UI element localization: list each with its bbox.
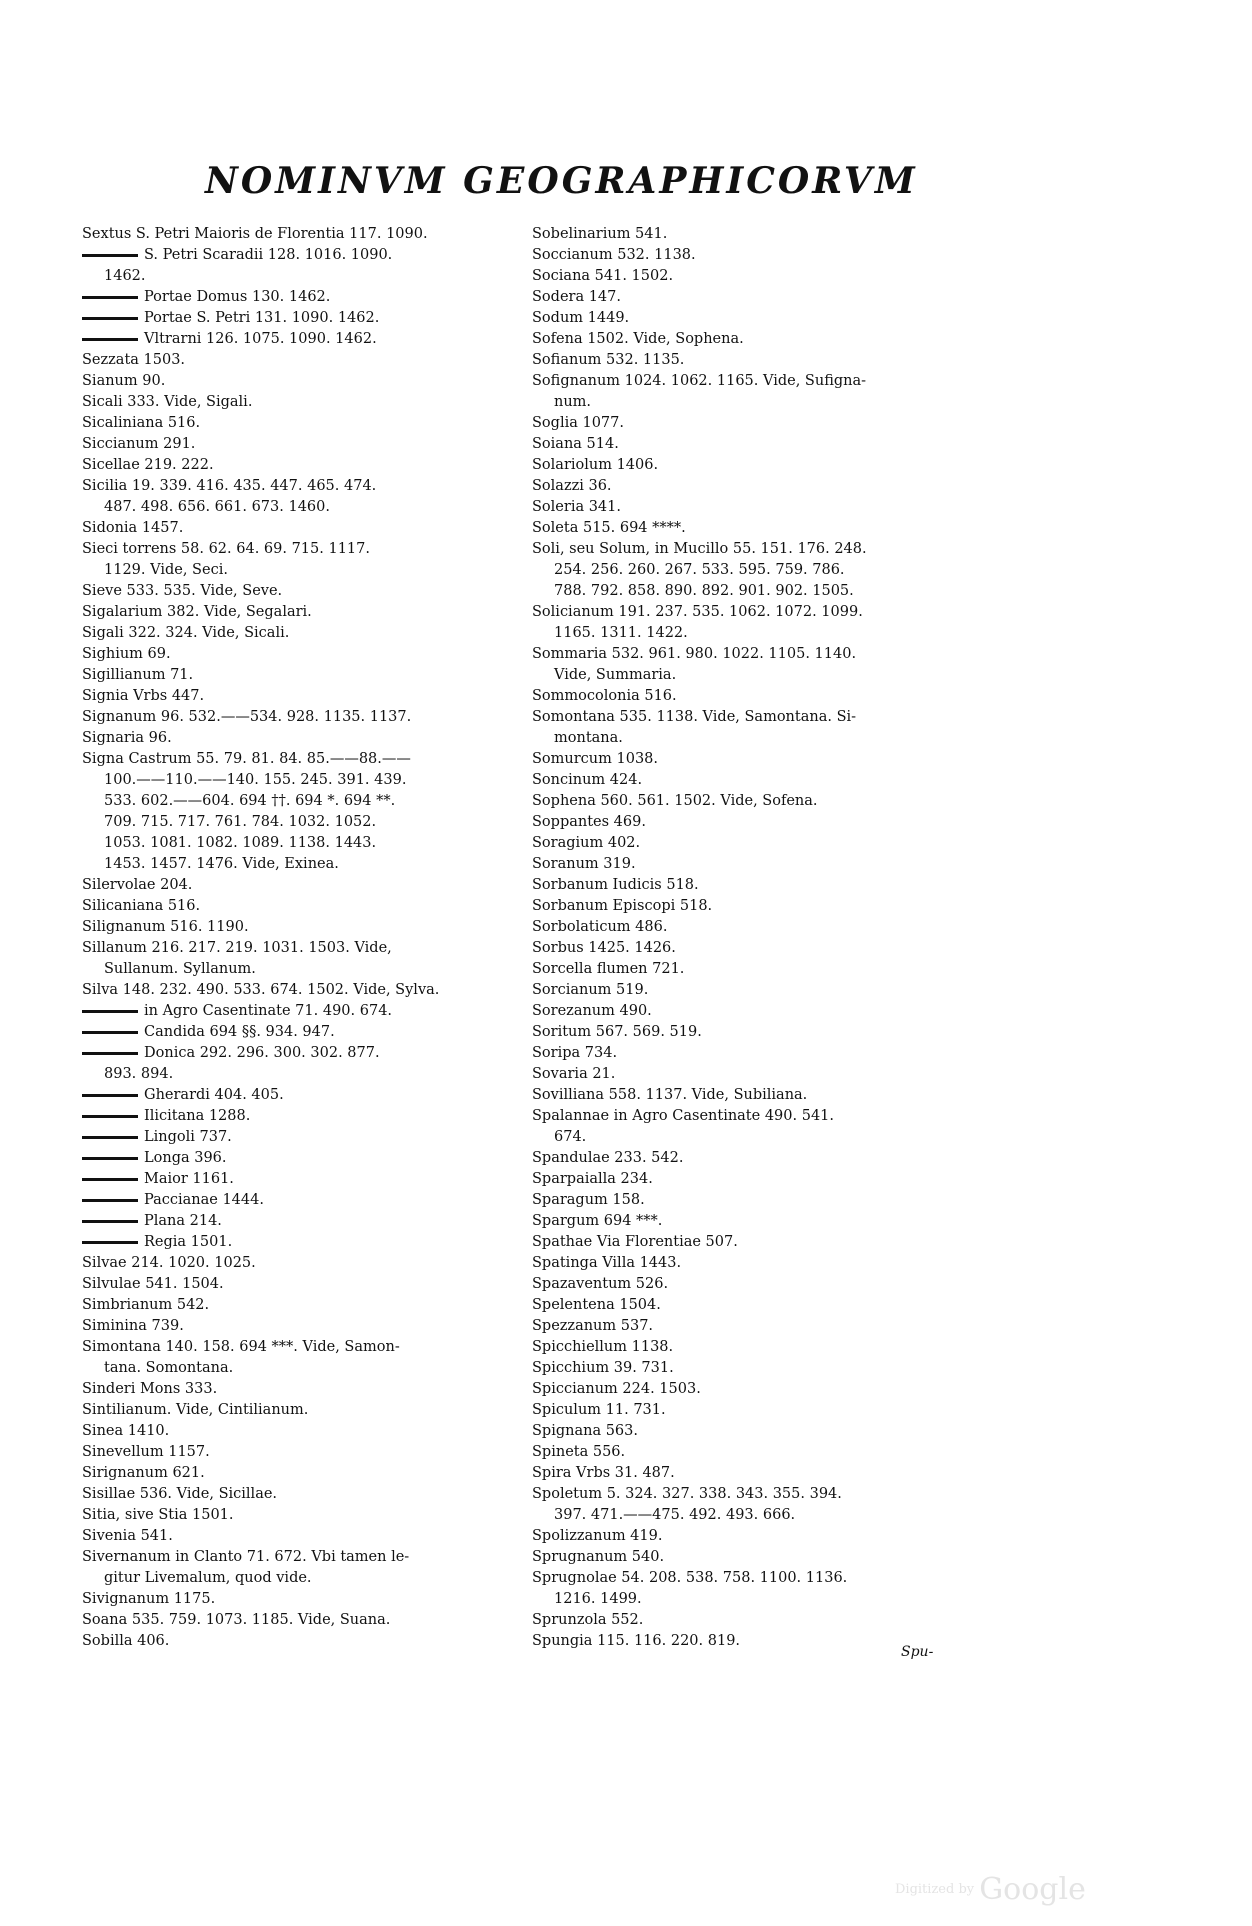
index-entry bbox=[82, 287, 537, 308]
entry-text: Spignana 563. bbox=[532, 1423, 638, 1439]
ditto-dash bbox=[82, 296, 138, 299]
entry-text: Sidonia 1457. bbox=[82, 520, 184, 536]
index-entry bbox=[532, 1568, 972, 1589]
entry-text: Sommocolonia 516. bbox=[532, 688, 677, 704]
ditto-dash bbox=[82, 1010, 138, 1013]
entry-text: Silvae 214. 1020. 1025. bbox=[82, 1255, 256, 1271]
entry-text: gitur Livemalum, quod vide. bbox=[104, 1570, 312, 1586]
index-entry bbox=[82, 371, 537, 392]
entry-text: 674. bbox=[554, 1129, 587, 1145]
index-entry bbox=[82, 791, 537, 812]
index-entry bbox=[532, 1190, 972, 1211]
entry-text: Ilicitana 1288. bbox=[144, 1108, 251, 1124]
index-entry bbox=[82, 602, 537, 623]
index-entry bbox=[82, 728, 537, 749]
entry-text: Somurcum 1038. bbox=[532, 751, 659, 767]
index-entry bbox=[532, 896, 972, 917]
entry-text: Vltrarni 126. 1075. 1090. 1462. bbox=[144, 331, 377, 347]
entry-text: Sigalarium 382. Vide, Segalari. bbox=[82, 604, 312, 620]
index-entry bbox=[82, 644, 537, 665]
entry-text: Silervolae 204. bbox=[82, 877, 193, 893]
index-entry bbox=[82, 1505, 537, 1526]
entry-text: 254. 256. 260. 267. 533. 595. 759. 786. bbox=[554, 562, 845, 578]
index-entry bbox=[82, 833, 537, 854]
entry-text: Sparpaialla 234. bbox=[532, 1171, 653, 1187]
index-entry bbox=[82, 539, 537, 560]
entry-text: Sezzata 1503. bbox=[82, 352, 186, 368]
entry-text: Spiccianum 224. 1503. bbox=[532, 1381, 701, 1397]
index-entry bbox=[532, 1274, 972, 1295]
entry-text: Sovaria 21. bbox=[532, 1066, 616, 1082]
entry-text: num. bbox=[554, 394, 592, 410]
index-entry bbox=[532, 623, 972, 644]
index-entry bbox=[532, 1085, 972, 1106]
entry-text: S. Petri Scaradii 128. 1016. 1090. bbox=[144, 247, 393, 263]
entry-text: 893. 894. bbox=[104, 1066, 174, 1082]
entry-text: Sisillae 536. Vide, Sicillae. bbox=[82, 1486, 278, 1502]
entry-text: Siccianum 291. bbox=[82, 436, 196, 452]
entry-text: Sullanum. Syllanum. bbox=[104, 961, 256, 977]
ditto-dash bbox=[82, 1178, 138, 1181]
index-entry bbox=[532, 917, 972, 938]
index-entry bbox=[82, 1169, 537, 1190]
index-entry bbox=[82, 1148, 537, 1169]
index-entry bbox=[82, 1484, 537, 1505]
index-entry bbox=[532, 224, 972, 245]
index-entry bbox=[532, 665, 972, 686]
entry-text: Soleria 341. bbox=[532, 499, 621, 515]
entry-text: Sorcella flumen 721. bbox=[532, 961, 685, 977]
index-entry bbox=[82, 245, 537, 266]
entry-text: Sivernanum in Clanto 71. 672. Vbi tamen le- bbox=[82, 1549, 410, 1565]
entry-text: Plana 214. bbox=[144, 1213, 222, 1229]
index-entry bbox=[82, 1442, 537, 1463]
index-entry bbox=[532, 266, 972, 287]
index-entry bbox=[532, 686, 972, 707]
entry-text: Sinderi Mons 333. bbox=[82, 1381, 218, 1397]
index-entry bbox=[82, 1190, 537, 1211]
entry-text: Solazzi 36. bbox=[532, 478, 612, 494]
index-entry bbox=[532, 539, 972, 560]
index-entry bbox=[82, 560, 537, 581]
index-entry bbox=[82, 665, 537, 686]
entry-text: Silva 148. 232. 490. 533. 674. 1502. Vide, Sylva. bbox=[82, 982, 440, 998]
entry-text: Longa 396. bbox=[144, 1150, 227, 1166]
index-entry bbox=[82, 1463, 537, 1484]
entry-text: Soritum 567. 569. 519. bbox=[532, 1024, 702, 1040]
entry-text: Spargum 694 ***. bbox=[532, 1213, 663, 1229]
page-title: NOMINVM GEOGRAPHICORVM bbox=[205, 160, 918, 202]
entry-text: Signanum 96. 532.——534. 928. 1135. 1137. bbox=[82, 709, 412, 725]
index-entry bbox=[532, 707, 972, 728]
ditto-dash bbox=[82, 254, 138, 257]
index-entry bbox=[82, 980, 537, 1001]
index-entry bbox=[532, 1442, 972, 1463]
index-entry bbox=[82, 1043, 537, 1064]
entry-text: Paccianae 1444. bbox=[144, 1192, 264, 1208]
ditto-dash bbox=[82, 1220, 138, 1223]
index-entry bbox=[532, 329, 972, 350]
index-entry bbox=[82, 497, 537, 518]
index-entry bbox=[82, 623, 537, 644]
index-entry bbox=[532, 1505, 972, 1526]
left-column bbox=[82, 224, 537, 1652]
index-entry bbox=[82, 329, 537, 350]
entry-text: Soppantes 469. bbox=[532, 814, 646, 830]
index-entry bbox=[532, 1610, 972, 1631]
entry-text: Sorezanum 490. bbox=[532, 1003, 652, 1019]
index-entry bbox=[532, 854, 972, 875]
index-entry bbox=[532, 560, 972, 581]
entry-text: Sofena 1502. Vide, Sophena. bbox=[532, 331, 744, 347]
entry-text: Spalannae in Agro Casentinate 490. 541. bbox=[532, 1108, 835, 1124]
entry-text: Sicaliniana 516. bbox=[82, 415, 201, 431]
entry-text: Soli, seu Solum, in Mucillo 55. 151. 176. 248. bbox=[532, 541, 867, 557]
watermark-logo: Google bbox=[979, 1872, 1086, 1907]
index-entry bbox=[532, 980, 972, 1001]
ditto-dash bbox=[82, 1031, 138, 1034]
index-entry bbox=[82, 1316, 537, 1337]
index-entry bbox=[532, 476, 972, 497]
ditto-dash bbox=[82, 1199, 138, 1202]
entry-text: 1453. 1457. 1476. Vide, Exinea. bbox=[104, 856, 339, 872]
index-entry bbox=[532, 1400, 972, 1421]
index-entry bbox=[532, 1463, 972, 1484]
index-entry bbox=[82, 1064, 537, 1085]
entry-text: Sivenia 541. bbox=[82, 1528, 173, 1544]
index-entry bbox=[532, 1484, 972, 1505]
entry-text: Sitia, sive Stia 1501. bbox=[82, 1507, 234, 1523]
entry-text: Soragium 402. bbox=[532, 835, 641, 851]
index-entry bbox=[532, 434, 972, 455]
index-entry bbox=[532, 770, 972, 791]
index-entry bbox=[82, 1127, 537, 1148]
ditto-dash bbox=[82, 1115, 138, 1118]
entry-text: Solariolum 1406. bbox=[532, 457, 659, 473]
index-entry bbox=[532, 392, 972, 413]
entry-text: Sodera 147. bbox=[532, 289, 621, 305]
entry-text: Sieci torrens 58. 62. 64. 69. 715. 1117. bbox=[82, 541, 370, 557]
entry-text: Soripa 734. bbox=[532, 1045, 618, 1061]
entry-text: Silvulae 541. 1504. bbox=[82, 1276, 224, 1292]
entry-text: Solicianum 191. 237. 535. 1062. 1072. 1099. bbox=[532, 604, 863, 620]
entry-text: Sigillianum 71. bbox=[82, 667, 194, 683]
index-entry bbox=[82, 1295, 537, 1316]
index-entry bbox=[532, 1232, 972, 1253]
index-entry bbox=[532, 1064, 972, 1085]
index-entry bbox=[532, 1316, 972, 1337]
entry-text: Soglia 1077. bbox=[532, 415, 624, 431]
entry-text: Soleta 515. 694 ****. bbox=[532, 520, 686, 536]
index-entry bbox=[532, 1148, 972, 1169]
entry-text: Maior 1161. bbox=[144, 1171, 234, 1187]
index-entry bbox=[82, 1232, 537, 1253]
index-entry bbox=[82, 1274, 537, 1295]
index-entry bbox=[82, 812, 537, 833]
entry-text: 1165. 1311. 1422. bbox=[554, 625, 688, 641]
entry-text: 533. 602.——604. 694 ††. 694 *. 694 **. bbox=[104, 793, 396, 809]
entry-text: Sodum 1449. bbox=[532, 310, 630, 326]
index-entry bbox=[82, 1631, 537, 1652]
entry-text: Sorbanum Iudicis 518. bbox=[532, 877, 699, 893]
entry-text: Signia Vrbs 447. bbox=[82, 688, 205, 704]
entry-text: Soiana 514. bbox=[532, 436, 619, 452]
index-entry bbox=[532, 749, 972, 770]
index-entry bbox=[532, 959, 972, 980]
index-entry bbox=[532, 245, 972, 266]
entry-text: Sobelinarium 541. bbox=[532, 226, 668, 242]
index-entry bbox=[82, 1337, 537, 1358]
entry-text: Sivignanum 1175. bbox=[82, 1591, 216, 1607]
ditto-dash bbox=[82, 1052, 138, 1055]
index-entry bbox=[532, 497, 972, 518]
entry-text: Soccianum 532. 1138. bbox=[532, 247, 696, 263]
index-entry bbox=[532, 1169, 972, 1190]
index-entry bbox=[532, 644, 972, 665]
index-entry bbox=[532, 812, 972, 833]
index-entry bbox=[82, 1610, 537, 1631]
entry-text: 1216. 1499. bbox=[554, 1591, 642, 1607]
index-entry bbox=[82, 1568, 537, 1589]
entry-text: Sprugnanum 540. bbox=[532, 1549, 665, 1565]
entry-text: Spoletum 5. 324. 327. 338. 343. 355. 394. bbox=[532, 1486, 842, 1502]
index-entry bbox=[82, 938, 537, 959]
entry-text: Sinevellum 1157. bbox=[82, 1444, 210, 1460]
index-entry bbox=[82, 1106, 537, 1127]
entry-text: Sorbus 1425. 1426. bbox=[532, 940, 676, 956]
index-entry bbox=[82, 1589, 537, 1610]
entry-text: 1053. 1081. 1082. 1089. 1138. 1443. bbox=[104, 835, 377, 851]
entry-text: Sparagum 158. bbox=[532, 1192, 645, 1208]
watermark bbox=[895, 1872, 1155, 1912]
entry-text: Soncinum 424. bbox=[532, 772, 643, 788]
entry-text: Silignanum 516. 1190. bbox=[82, 919, 249, 935]
ditto-dash bbox=[82, 338, 138, 341]
index-entry bbox=[532, 581, 972, 602]
entry-text: Vide, Summaria. bbox=[554, 667, 677, 683]
index-entry bbox=[532, 1001, 972, 1022]
entry-text: Spandulae 233. 542. bbox=[532, 1150, 684, 1166]
entry-text: Sprugnolae 54. 208. 538. 758. 1100. 1136. bbox=[532, 1570, 848, 1586]
index-entry bbox=[82, 686, 537, 707]
entry-text: Sirignanum 621. bbox=[82, 1465, 205, 1481]
index-entry bbox=[82, 917, 537, 938]
entry-text: 100.——110.——140. 155. 245. 391. 439. bbox=[104, 772, 407, 788]
entry-text: Sommaria 532. 961. 980. 1022. 1105. 1140. bbox=[532, 646, 857, 662]
entry-text: Spatinga Villa 1443. bbox=[532, 1255, 682, 1271]
index-entry bbox=[532, 1526, 972, 1547]
entry-text: Sorbolaticum 486. bbox=[532, 919, 668, 935]
index-entry bbox=[532, 1379, 972, 1400]
entry-text: Sprunzola 552. bbox=[532, 1612, 644, 1628]
entry-text: Sobilla 406. bbox=[82, 1633, 170, 1649]
entry-text: Sigali 322. 324. Vide, Sicali. bbox=[82, 625, 290, 641]
index-entry bbox=[532, 1253, 972, 1274]
index-entry bbox=[532, 455, 972, 476]
entry-text: 1129. Vide, Seci. bbox=[104, 562, 228, 578]
index-entry bbox=[532, 1043, 972, 1064]
index-entry bbox=[532, 1421, 972, 1442]
entry-text: Donica 292. 296. 300. 302. 877. bbox=[144, 1045, 380, 1061]
index-entry bbox=[82, 266, 537, 287]
entry-text: 487. 498. 656. 661. 673. 1460. bbox=[104, 499, 330, 515]
entry-text: Spazaventum 526. bbox=[532, 1276, 669, 1292]
ditto-dash bbox=[82, 1136, 138, 1139]
index-entry bbox=[532, 833, 972, 854]
index-entry bbox=[532, 287, 972, 308]
index-entry bbox=[82, 224, 537, 245]
entry-text: Sintilianum. Vide, Cintilianum. bbox=[82, 1402, 309, 1418]
catchword: Spu- bbox=[901, 1644, 934, 1660]
entry-text: Soranum 319. bbox=[532, 856, 636, 872]
index-entry bbox=[82, 476, 537, 497]
entry-text: in Agro Casentinate 71. 490. 674. bbox=[144, 1003, 393, 1019]
ditto-dash bbox=[82, 1094, 138, 1097]
ditto-dash bbox=[82, 1157, 138, 1160]
entry-text: Sicellae 219. 222. bbox=[82, 457, 214, 473]
entry-text: Gherardi 404. 405. bbox=[144, 1087, 284, 1103]
index-entry bbox=[82, 1022, 537, 1043]
index-entry bbox=[532, 350, 972, 371]
entry-text: 788. 792. 858. 890. 892. 901. 902. 1505. bbox=[554, 583, 854, 599]
index-entry bbox=[82, 1253, 537, 1274]
entry-text: Sorbanum Episcopi 518. bbox=[532, 898, 713, 914]
index-entry bbox=[82, 455, 537, 476]
entry-text: Sianum 90. bbox=[82, 373, 166, 389]
index-entry bbox=[82, 413, 537, 434]
entry-text: Sicilia 19. 339. 416. 435. 447. 465. 474. bbox=[82, 478, 377, 494]
index-entry bbox=[82, 896, 537, 917]
entry-text: Lingoli 737. bbox=[144, 1129, 232, 1145]
index-entry bbox=[532, 1211, 972, 1232]
entry-text: Spelentena 1504. bbox=[532, 1297, 661, 1313]
entry-text: tana. Somontana. bbox=[104, 1360, 234, 1376]
entry-text: Spungia 115. 116. 220. 819. bbox=[532, 1633, 741, 1649]
index-entry bbox=[82, 959, 537, 980]
ditto-dash bbox=[82, 1241, 138, 1244]
index-entry bbox=[82, 392, 537, 413]
index-entry bbox=[532, 1358, 972, 1379]
index-entry bbox=[82, 1400, 537, 1421]
index-entry bbox=[82, 1358, 537, 1379]
index-entry bbox=[532, 1127, 972, 1148]
entry-text: 709. 715. 717. 761. 784. 1032. 1052. bbox=[104, 814, 377, 830]
entry-text: Simontana 140. 158. 694 ***. Vide, Samon- bbox=[82, 1339, 400, 1355]
entry-text: Candida 694 §§. 934. 947. bbox=[144, 1024, 335, 1040]
entry-text: Sicali 333. Vide, Sigali. bbox=[82, 394, 253, 410]
entry-text: Sophena 560. 561. 1502. Vide, Sofena. bbox=[532, 793, 818, 809]
index-entry bbox=[82, 749, 537, 770]
index-entry bbox=[532, 791, 972, 812]
entry-text: Regia 1501. bbox=[144, 1234, 233, 1250]
index-entry bbox=[82, 518, 537, 539]
entry-text: Signaria 96. bbox=[82, 730, 172, 746]
entry-text: Sovilliana 558. 1137. Vide, Subiliana. bbox=[532, 1087, 808, 1103]
ditto-dash bbox=[82, 317, 138, 320]
index-entry bbox=[82, 1526, 537, 1547]
entry-text: Sillanum 216. 217. 219. 1031. 1503. Vide, bbox=[82, 940, 392, 956]
entry-text: Spezzanum 537. bbox=[532, 1318, 654, 1334]
entry-text: Somontana 535. 1138. Vide, Samontana. Si- bbox=[532, 709, 857, 725]
index-entry bbox=[532, 413, 972, 434]
right-column bbox=[532, 224, 972, 1652]
index-entry bbox=[82, 770, 537, 791]
index-entry bbox=[82, 1421, 537, 1442]
index-entry bbox=[82, 350, 537, 371]
index-entry bbox=[82, 434, 537, 455]
entry-text: Spineta 556. bbox=[532, 1444, 626, 1460]
entry-text: montana. bbox=[554, 730, 623, 746]
entry-text: Soana 535. 759. 1073. 1185. Vide, Suana. bbox=[82, 1612, 391, 1628]
index-entry bbox=[532, 728, 972, 749]
entry-text: Simbrianum 542. bbox=[82, 1297, 210, 1313]
index-entry bbox=[82, 1085, 537, 1106]
entry-text: Sighium 69. bbox=[82, 646, 171, 662]
index-entry bbox=[532, 1106, 972, 1127]
index-entry bbox=[532, 1295, 972, 1316]
index-entry bbox=[532, 1022, 972, 1043]
index-entry bbox=[82, 1379, 537, 1400]
entry-text: Sorcianum 519. bbox=[532, 982, 649, 998]
index-entry bbox=[532, 1547, 972, 1568]
index-entry bbox=[82, 707, 537, 728]
index-entry bbox=[82, 581, 537, 602]
index-entry bbox=[532, 518, 972, 539]
entry-text: Silicaniana 516. bbox=[82, 898, 201, 914]
entry-text: Signa Castrum 55. 79. 81. 84. 85.——88.—— bbox=[82, 751, 411, 767]
entry-text: 397. 471.——475. 492. 493. 666. bbox=[554, 1507, 796, 1523]
entry-text: Sextus S. Petri Maioris de Florentia 117. 1090. bbox=[82, 226, 428, 242]
index-entry bbox=[82, 854, 537, 875]
index-entry bbox=[532, 371, 972, 392]
index-entry bbox=[532, 1337, 972, 1358]
index-entry bbox=[82, 875, 537, 896]
entry-text: Sinea 1410. bbox=[82, 1423, 170, 1439]
entry-text: Portae S. Petri 131. 1090. 1462. bbox=[144, 310, 380, 326]
entry-text: Spicchiellum 1138. bbox=[532, 1339, 674, 1355]
index-entry bbox=[82, 1547, 537, 1568]
index-entry bbox=[82, 1001, 537, 1022]
entry-text: Sofianum 532. 1135. bbox=[532, 352, 685, 368]
index-entry bbox=[82, 308, 537, 329]
index-entry bbox=[532, 602, 972, 623]
index-entry bbox=[532, 875, 972, 896]
entry-text: Spiculum 11. 731. bbox=[532, 1402, 666, 1418]
entry-text: Siminina 739. bbox=[82, 1318, 184, 1334]
entry-text: Spathae Via Florentiae 507. bbox=[532, 1234, 738, 1250]
entry-text: Sociana 541. 1502. bbox=[532, 268, 674, 284]
index-entry bbox=[532, 1589, 972, 1610]
entry-text: Spolizzanum 419. bbox=[532, 1528, 663, 1544]
entry-text: 1462. bbox=[104, 268, 146, 284]
entry-text: Spira Vrbs 31. 487. bbox=[532, 1465, 675, 1481]
entry-text: Sofignanum 1024. 1062. 1165. Vide, Sufigna- bbox=[532, 373, 867, 389]
index-entry bbox=[532, 308, 972, 329]
entry-text: Portae Domus 130. 1462. bbox=[144, 289, 331, 305]
index-entry bbox=[532, 938, 972, 959]
index-entry bbox=[82, 1211, 537, 1232]
entry-text: Spicchium 39. 731. bbox=[532, 1360, 674, 1376]
entry-text: Sieve 533. 535. Vide, Seve. bbox=[82, 583, 283, 599]
watermark-small: Digitized by bbox=[895, 1882, 975, 1897]
